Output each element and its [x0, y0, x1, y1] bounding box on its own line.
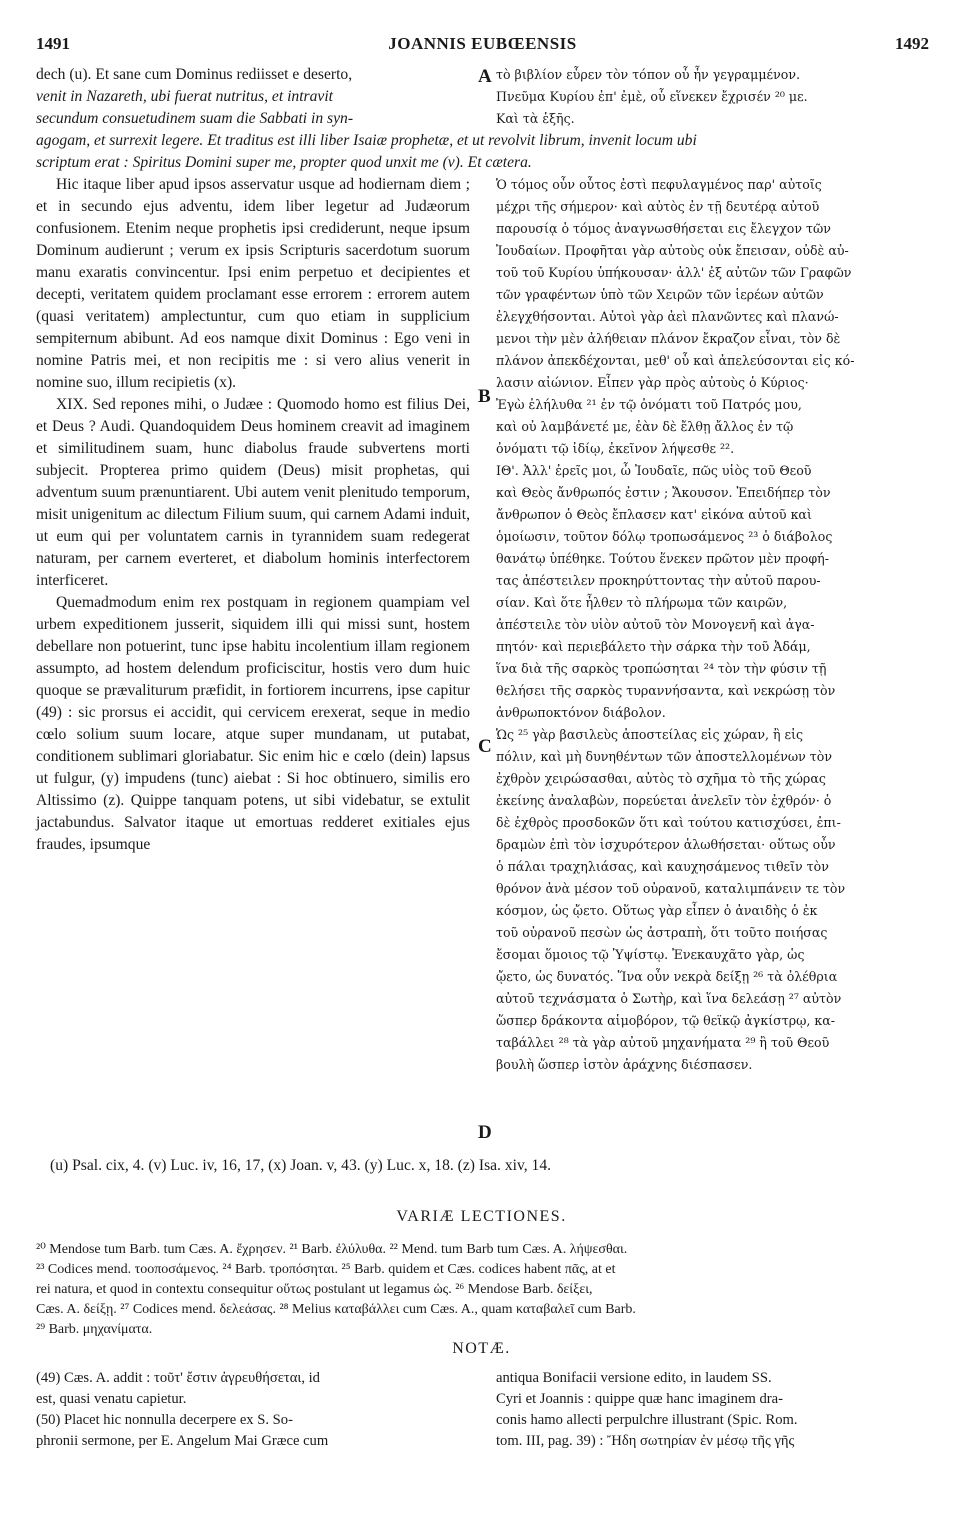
notae-line: (49) Cæs. A. addit : τοῦτ' ἔστιν ἀγρευθήσεται, id — [36, 1370, 320, 1386]
greek-line: ὁ πάλαι τραχηλιάσας, καὶ καυχησάμενος τιθεῖν τὸν — [496, 859, 829, 874]
greek-line: ἐχθρὸν χειρώσασθαι, αὐτὸς τὸ σχῆμα τὸ τῆς χώρας — [496, 771, 826, 786]
running-title: JOANNIS EUBŒENSIS — [388, 34, 577, 53]
full-width-line: agogam, et surrexit legere. Et traditus est illi liber Isaiæ prophetæ, et ut revolvit librum, invenit locum ubi — [36, 132, 697, 149]
variae-line: ²⁹ Barb. μηχανίματα. — [36, 1322, 153, 1337]
notae-line: tom. III, pag. 39) : Ἤδη σωτηρίαν ἐν μέσῳ τῆς γῆς — [496, 1433, 795, 1449]
running-header — [36, 34, 929, 56]
greek-line: τοῦ οὐρανοῦ πεσὼν ὡς ἀστραπὴ, ὅτι τοῦτο ποιήσας — [496, 925, 828, 940]
greek-line: Ὡς ²⁵ γὰρ βασιλεὺς ἀποστείλας εἰς χώραν, ἢ εἰς — [496, 727, 804, 742]
margin-marker-b: B — [478, 386, 491, 407]
greek-line: λασιν αἰώνιον. Εἶπεν γὰρ πρὸς αὐτοὺς ὁ Κύριος· — [496, 375, 809, 390]
greek-line: τοῦ τοῦ Κυρίου ὑπήκουσαν· ἀλλ' ἐξ αὐτῶν τῶν Γραφῶν — [496, 265, 852, 280]
notae-line: (50) Placet hic nonnulla decerpere ex S. So- — [36, 1412, 293, 1428]
latin-paragraph: XIX. Sed repones mihi, o Judæe : Quomodo homo est filius Dei, et Deus ? Audi. Quandoquidem Deus hominem creavit ad imaginem et similitudinem suam, hunc diabolus fraude subvertens morti subjecit. Propterea primo quidem (Deus) misit prophetas, qui adventum suum prænuntiarent. Ubi autem venit plenitudo temporum, misit unigenitum ac dilectum Filium suum, qui carnem Adami induit, ut eum qui per voluntatem carnis in tyrannidem suam redegerat naturam, per carnem everteret, et diabolum hominis interfectorem interficeret. — [36, 396, 470, 589]
latin-top — [36, 64, 470, 130]
greek-line: ἔσομαι ὅμοιος τῷ Ὑψίστῳ. Ἐνεκαυχᾶτο γὰρ, ὡς — [496, 947, 805, 962]
latin-top-line: dech (u). Et sane cum Dominus rediisset e deserto, — [36, 66, 353, 83]
greek-line: σίαν. Καὶ ὅτε ἦλθεν τὸ πλήρωμα τῶν καιρῶν, — [496, 595, 788, 610]
full-width-line: scriptum erat : Spiritus Domini super me, propter quod unxit me (v). Et cætera. — [36, 154, 532, 171]
notae-line: antiqua Bonifacii versione edito, in laudem SS. — [496, 1370, 772, 1386]
greek-top-line: Πνεῦμα Κυρίου ἐπ' ἐμὲ, οὗ εἵνεκεν ἔχρισέν ²⁰ με. — [496, 89, 808, 104]
latin-top-line: secundum consuetudinem suam die Sabbati in syn- — [36, 110, 354, 127]
greek-line: δὲ ἐχθρὸς προσδοκῶν ὅτι καὶ τούτου κατισχύσει, ἐπι- — [496, 815, 841, 830]
latin-paragraph: Quemadmodum enim rex postquam in regionem quampiam vel urbem expeditionem jusserit, siquidem illi qui missi sunt, hostem debellare non potuerint, tunc ipse habitu incolentium illam regionem assumpto, ad hostem delendum proficiscitur, hostis vero dum huic quoque se prævaliturum præfidit, in fortiorem incurrens, ipse capitur (49) : sic prorsus ei accidit, qui cervicem erexerat, seque in medio cœlo solium suum locare, atque super mundanam, ut putabat, conditionem sublimari gloriabatur. Sic enim hic e cœlo (dein) lapsus ut fulgur, (y) impudens (tunc) aiebat : Si hoc obtinuero, similis ero Altissimo (z). Quippe tanquam potens, ut sibi videbatur, se extulit jactabundus. Salvator itaque ut emortuas redderet exitiales ejus fraudes, ipsumque — [36, 594, 470, 853]
greek-line: πόλιν, καὶ μὴ δυνηθέντων τῶν ἀποστελλομένων τὸν — [496, 749, 832, 764]
notae-left — [36, 1368, 470, 1452]
full-width-lines — [36, 130, 930, 174]
greek-line: θρόνον ἀνὰ μέσον τοῦ οὐρανοῦ, καταλιμπάνειν τε τὸν — [496, 881, 846, 896]
greek-top-line: τὸ βιβλίον εὗρεν τὸν τόπον οὗ ἦν γεγραμμένον. — [496, 67, 800, 82]
greek-line: δραμὼν ἐπὶ τὸν ἰσχυρότερον ἁλωθήσεται· οὕτως οὖν — [496, 837, 836, 852]
greek-line: παρουσίᾳ ὁ τόμος ἀναγνωσθήσεται εις ἔλεγχον τῶν — [496, 221, 831, 236]
greek-line: μέχρι τῆς σήμερον· καὶ αὐτὸς ἐν τῇ δευτέρᾳ αὐτοῦ — [496, 199, 820, 214]
notae-heading: NOTÆ. — [452, 1340, 511, 1357]
greek-line: ΙΘ'. Ἀλλ' ἐρεῖς μοι, ὦ Ἰουδαῖε, πῶς υἱὸς τοῦ Θεοῦ — [496, 463, 812, 478]
greek-top — [496, 64, 930, 130]
notae-right — [496, 1368, 930, 1452]
latin-column — [36, 174, 470, 856]
latin-paragraph: Hic itaque liber apud ipsos asservatur usque ad hodiernam diem ; et in secundo ejus adventu, idem liber legetur ad Judæorum confusionem. Etenim neque prophetis ipsi crediderunt, neque ipsum Dominum audierunt ; verum ex ipsis Scripturis sacerdotum suorum manu exaratis convincentur. Ipsi enim perpetuo et decipientes et decepti, veritatem quidem proclamant esse errorem : errorem autem (quasi veritatem) amplectuntur, cum quo etiam in supplicium sempiternum abibunt. Ad eos namque dixit Dominus : Ego veni in nomine Patris mei, et non recipitis me : si vero alius venerit in nomine suo, illum recipietis (x). — [36, 176, 470, 391]
greek-column — [496, 174, 930, 1076]
greek-line: Ἰουδαίων. Προφῆται γὰρ αὐτοὺς οὐκ ἔπεισαν, οὐδὲ αὐ- — [496, 243, 849, 258]
greek-line: ἐκείνης ἀναλαβὼν, πορεύεται ἀνελεῖν τὸν ἐχθρόν· ὁ — [496, 793, 832, 808]
notae-line: est, quasi venatu capietur. — [36, 1391, 187, 1407]
greek-line: πλάνον ἀπεκδέχονται, μεθ' οὗ καὶ ἀπελεύσονται εἰς κό- — [496, 353, 855, 368]
greek-line: ὀνόματι τῷ ἰδίῳ, ἐκεῖνον λήψεσθε ²². — [496, 441, 735, 456]
greek-line: ἀπέστειλε τὸν υἱὸν αὐτοῦ τὸν Μονογενῆ καὶ ἀγα- — [496, 617, 815, 632]
greek-top-line: Καὶ τὰ ἑξῆς. — [496, 111, 575, 126]
variae-line: ²⁰ Mendose tum Barb. tum Cæs. A. ἔχρησεν. ²¹ Barb. ἐλύλυθα. ²² Mend. tum Barb tum Cæs. A. λήψεσθαι. — [36, 1242, 628, 1257]
greek-line: ἄνθρωπον ὁ Θεὸς ἔπλασεν κατ' εἰκόνα αὐτοῦ καὶ — [496, 507, 812, 522]
greek-line: Ἐγὼ ἐλήλυθα ²¹ ἐν τῷ ὀνόματι τοῦ Πατρός μου, — [496, 397, 802, 412]
page-number-right: 1492 — [895, 34, 929, 53]
margin-marker-c: C — [478, 736, 492, 757]
greek-line: ὥσπερ δράκοντα αἱμοβόρον, τῷ θεϊκῷ ἀγκίστρῳ, κα- — [496, 1013, 836, 1028]
variae-line: Cæs. A. δείξῃ. ²⁷ Codices mend. δελεάσας. ²⁸ Melius καταβάλλει cum Cæs. A., quam καταβαλεῖ cum Barb. — [36, 1302, 636, 1317]
notae-line: conis hamo allecti perpulchre illustrant (Spic. Rom. — [496, 1412, 798, 1428]
variae-line: rei natura, et quod in contextu consequitur οὕτως postulant ut legamus ὡς. ²⁶ Mendose Barb. δείξει, — [36, 1282, 593, 1297]
greek-line: ἵνα διὰ τῆς σαρκὸς τροπώσηται ²⁴ τὸν τὴν φύσιν τῇ — [496, 661, 827, 676]
greek-line: τας ἀπέστειλεν προκηρύττοντας τὴν αὐτοῦ παρου- — [496, 573, 821, 588]
notae-line: phronii sermone, per E. Angelum Mai Græce cum — [36, 1433, 329, 1449]
greek-line: κόσμον, ὡς ᾤετο. Οὕτως γὰρ εἶπεν ὁ ἀναιδὴς ὁ ἐκ — [496, 903, 818, 918]
greek-line: βουλὴ ὥσπερ ἱστὸν ἀράχνης διέσπασεν. — [496, 1057, 753, 1072]
variae-heading: VARIÆ LECTIONES. — [396, 1208, 567, 1225]
margin-marker-d: D — [478, 1122, 492, 1143]
greek-line: μενοι τὴν μὲν ἀλήθειαν πλάνον ἔκραζον εἶναι, τὸν δὲ — [496, 331, 841, 346]
variae-lectiones — [36, 1240, 930, 1340]
greek-line: ὁμοίωσιν, τοῦτον δόλῳ τροπωσάμενος ²³ ὁ διάβολος — [496, 529, 833, 544]
page-number-left: 1491 — [36, 34, 70, 53]
greek-line: Ὁ τόμος οὖν οὗτος ἐστὶ πεφυλαγμένος παρ' αὐτοῖς — [496, 177, 822, 192]
variae-line: ²³ Codices mend. τοοποσάμενος. ²⁴ Barb. τροπόσηται. ²⁵ Barb. quidem et Cæs. codices habent πᾶς, at et — [36, 1262, 616, 1277]
notae-line: Cyri et Joannis : quippe quæ hanc imaginem dra- — [496, 1391, 783, 1407]
margin-marker-a: A — [478, 66, 492, 87]
greek-line: ἀνθρωποκτόνον διάβολον. — [496, 705, 666, 720]
latin-top-line: venit in Nazareth, ubi fuerat nutritus, et intravit — [36, 88, 333, 105]
greek-line: αὐτοῦ τεχνάσματα ὁ Σωτὴρ, καὶ ἵνα δελεάσῃ ²⁷ αὐτὸν — [496, 991, 842, 1006]
greek-line: πητόν· καὶ περιεβάλετο τὴν σάρκα τὴν τοῦ Ἀδάμ, — [496, 639, 811, 654]
greek-line: τῶν γραφέντων ὑπὸ τῶν Χειρῶν τῶν ἱερέων αὐτῶν — [496, 287, 824, 302]
greek-line: καὶ οὐ λαμβάνετέ με, ἐὰν δὲ ἔλθῃ ἄλλος ἐν τῷ — [496, 419, 794, 434]
greek-line: καὶ Θεὸς ἄνθρωπός ἐστιν ; Ἄκουσον. Ἐπειδήπερ τὸν — [496, 485, 831, 500]
greek-line: ᾤετο, ὡς δυνατός. Ἵνα οὖν νεκρὰ δείξῃ ²⁶ τὰ ὀλέθρια — [496, 969, 838, 984]
greek-line: ταβάλλει ²⁸ τὰ γὰρ αὐτοῦ μηχανήματα ²⁹ ἢ τοῦ Θεοῦ — [496, 1035, 830, 1050]
greek-line: ἐλεγχθήσονται. Αὐτοὶ γὰρ ἀεὶ πλανῶντες καὶ πλανώ- — [496, 309, 839, 324]
greek-line: θανάτῳ ὑπέθηκε. Τούτου ἕνεκεν πρῶτον μὲν προφή- — [496, 551, 829, 566]
greek-line: θελήσει τῆς σαρκὸς τυραννήσαντα, καὶ νεκρώσῃ τὸν — [496, 683, 836, 698]
footnote-references: (u) Psal. cix, 4. (v) Luc. iv, 16, 17, (x) Joan. v, 43. (y) Luc. x, 18. (z) Isa. xiv, 14. — [50, 1157, 552, 1174]
